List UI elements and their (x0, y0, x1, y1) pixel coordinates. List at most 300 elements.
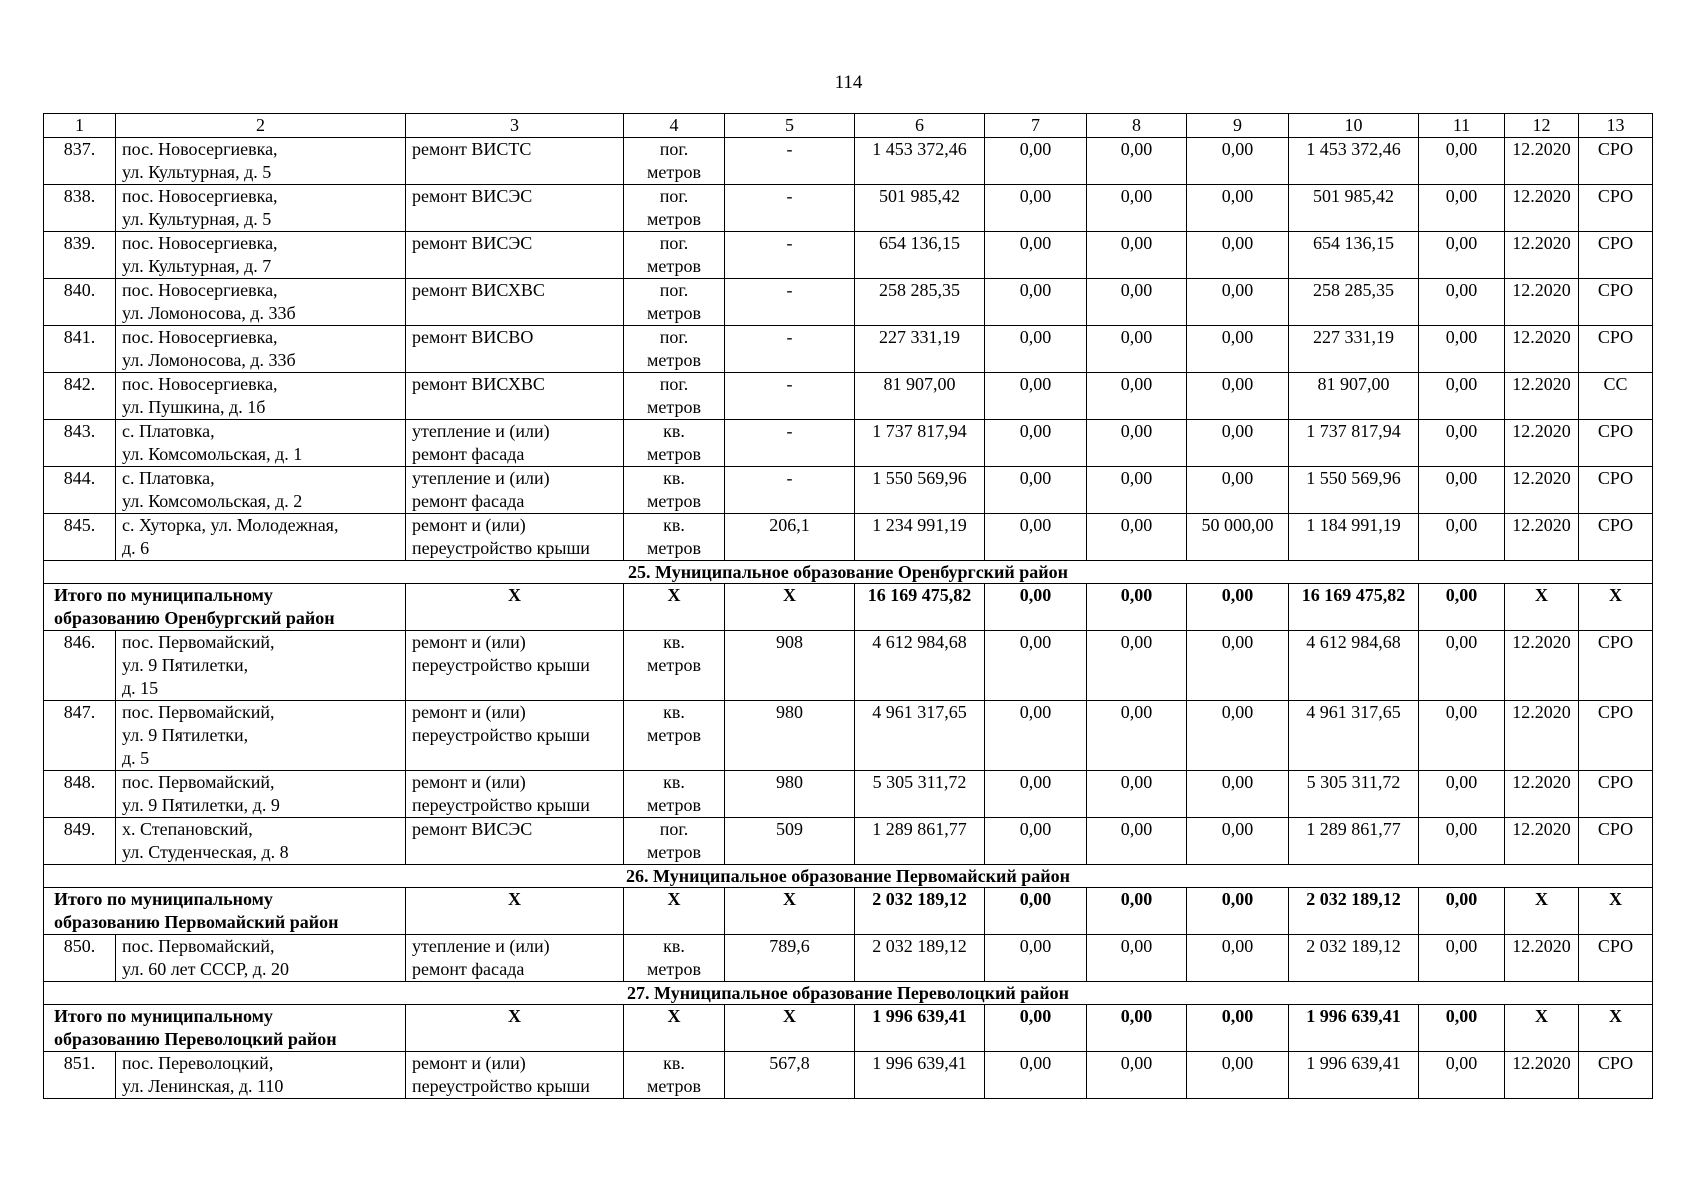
value-c10: 1 996 639,41 (1289, 1052, 1419, 1099)
total-label-line: Итого по муниципальному (54, 585, 273, 605)
funding-source-cell: СРО (1579, 185, 1653, 232)
total-label (44, 584, 406, 631)
total-c8: 0,00 (1087, 584, 1187, 631)
value-c11: 0,00 (1419, 467, 1505, 514)
funding-source-cell: СРО (1579, 1052, 1653, 1099)
value-c5: - (725, 467, 855, 514)
value-c9: 0,00 (1187, 771, 1289, 818)
value-c7: 0,00 (985, 138, 1087, 185)
address-cell (116, 420, 406, 467)
value-c5: 980 (725, 701, 855, 771)
address-line: х. Степановский, (122, 819, 253, 839)
value-c5: 509 (725, 818, 855, 865)
unit-cell (624, 701, 725, 771)
value-c10: 4 612 984,68 (1289, 631, 1419, 701)
address-cell (116, 935, 406, 982)
value-c6: 2 032 189,12 (855, 935, 985, 982)
total-label-line: образованию Переволоцкий район (54, 1029, 337, 1049)
total-row (44, 888, 1653, 935)
unit-line: кв. (663, 1053, 685, 1073)
total-c10: 16 169 475,82 (1289, 584, 1419, 631)
value-c8: 0,00 (1087, 701, 1187, 771)
value-c7: 0,00 (985, 771, 1087, 818)
table-row (44, 1052, 1653, 1099)
value-c6: 1 234 991,19 (855, 514, 985, 561)
address-line: пос. Новосергиевка, (122, 327, 278, 347)
value-c10: 1 737 817,94 (1289, 420, 1419, 467)
work-type-cell (406, 514, 624, 561)
unit-line: метров (647, 655, 701, 675)
value-c6: 5 305 311,72 (855, 771, 985, 818)
unit-line: метров (647, 491, 701, 511)
value-c11: 0,00 (1419, 514, 1505, 561)
unit-cell (624, 420, 725, 467)
value-c9: 0,00 (1187, 326, 1289, 373)
col-header: 6 (855, 114, 985, 138)
total-c8: 0,00 (1087, 888, 1187, 935)
row-number: 847. (44, 701, 116, 771)
value-c9: 0,00 (1187, 232, 1289, 279)
unit-line: кв. (663, 421, 685, 441)
total-c11: 0,00 (1419, 888, 1505, 935)
address-line: ул. Ломоносова, д. 33б (122, 303, 296, 323)
value-c8: 0,00 (1087, 326, 1187, 373)
value-c7: 0,00 (985, 701, 1087, 771)
table-row (44, 326, 1653, 373)
work-type-line: утепление и (или) (412, 936, 550, 956)
total-c9: 0,00 (1187, 888, 1289, 935)
value-c9: 0,00 (1187, 467, 1289, 514)
value-c5: - (725, 279, 855, 326)
value-c8: 0,00 (1087, 771, 1187, 818)
col-header: 1 (44, 114, 116, 138)
unit-cell (624, 818, 725, 865)
work-type-cell (406, 771, 624, 818)
address-line: ул. Комсомольская, д. 1 (122, 444, 303, 464)
total-c10: 1 996 639,41 (1289, 1005, 1419, 1052)
total-c6: 2 032 189,12 (855, 888, 985, 935)
address-cell (116, 514, 406, 561)
address-line: с. Платовка, (122, 421, 215, 441)
address-line: пос. Новосергиевка, (122, 280, 278, 300)
unit-line: метров (647, 795, 701, 815)
col-header: 10 (1289, 114, 1419, 138)
unit-cell (624, 771, 725, 818)
address-cell (116, 326, 406, 373)
value-c12: 12.2020 (1505, 326, 1579, 373)
table-row (44, 701, 1653, 771)
value-c12: 12.2020 (1505, 420, 1579, 467)
value-c12: 12.2020 (1505, 467, 1579, 514)
work-type-line: ремонт фасада (412, 959, 525, 979)
total-label-line: образованию Первомайский район (54, 912, 339, 932)
address-cell (116, 232, 406, 279)
unit-line: кв. (663, 772, 685, 792)
unit-line: пог. (659, 186, 689, 206)
value-c10: 1 184 991,19 (1289, 514, 1419, 561)
table-row (44, 279, 1653, 326)
work-type-cell (406, 185, 624, 232)
value-c12: 12.2020 (1505, 818, 1579, 865)
value-c9: 0,00 (1187, 420, 1289, 467)
table-row (44, 232, 1653, 279)
value-c5: 789,6 (725, 935, 855, 982)
value-c9: 0,00 (1187, 373, 1289, 420)
total-cell-12: Х (1505, 1005, 1579, 1052)
value-c9: 0,00 (1187, 631, 1289, 701)
table-row (44, 373, 1653, 420)
value-c5: 567,8 (725, 1052, 855, 1099)
work-type-cell (406, 701, 624, 771)
value-c10: 1 453 372,46 (1289, 138, 1419, 185)
value-c8: 0,00 (1087, 467, 1187, 514)
row-number: 837. (44, 138, 116, 185)
value-c9: 50 000,00 (1187, 514, 1289, 561)
total-cell-3: Х (406, 1005, 624, 1052)
value-c7: 0,00 (985, 514, 1087, 561)
value-c7: 0,00 (985, 185, 1087, 232)
total-c11: 0,00 (1419, 584, 1505, 631)
work-type-cell (406, 420, 624, 467)
address-line: ул. Пушкина, д. 1б (122, 397, 266, 417)
unit-line: метров (647, 397, 701, 417)
work-type-line: ремонт ВИСХВС (412, 280, 545, 300)
value-c12: 12.2020 (1505, 279, 1579, 326)
total-cell-3: Х (406, 584, 624, 631)
unit-line: кв. (663, 936, 685, 956)
address-line: ул. 60 лет СССР, д. 20 (122, 959, 289, 979)
value-c6: 654 136,15 (855, 232, 985, 279)
section-heading-row (44, 561, 1653, 584)
value-c10: 4 961 317,65 (1289, 701, 1419, 771)
col-header: 3 (406, 114, 624, 138)
unit-line: метров (647, 303, 701, 323)
address-line: пос. Новосергиевка, (122, 374, 278, 394)
total-cell-5: Х (725, 888, 855, 935)
address-cell (116, 373, 406, 420)
unit-cell (624, 279, 725, 326)
page-number: 114 (834, 72, 863, 93)
work-type-cell (406, 326, 624, 373)
work-type-line: утепление и (или) (412, 468, 550, 488)
value-c11: 0,00 (1419, 818, 1505, 865)
total-c7: 0,00 (985, 1005, 1087, 1052)
row-number: 838. (44, 185, 116, 232)
value-c6: 4 961 317,65 (855, 701, 985, 771)
work-type-line: ремонт и (или) (412, 1053, 526, 1073)
address-line: пос. Первомайский, (122, 772, 275, 792)
unit-cell (624, 185, 725, 232)
value-c8: 0,00 (1087, 138, 1187, 185)
value-c10: 1 289 861,77 (1289, 818, 1419, 865)
address-line: ул. Ленинская, д. 110 (122, 1076, 284, 1096)
work-type-cell (406, 138, 624, 185)
row-number: 849. (44, 818, 116, 865)
value-c6: 81 907,00 (855, 373, 985, 420)
unit-cell (624, 373, 725, 420)
total-label (44, 888, 406, 935)
value-c11: 0,00 (1419, 373, 1505, 420)
funding-source-cell: СРО (1579, 279, 1653, 326)
column-number-header (44, 114, 1653, 138)
table-row (44, 771, 1653, 818)
section-title: 26. Муниципальное образование Первомайский район (44, 865, 1653, 888)
address-line: ул. Культурная, д. 5 (122, 162, 272, 182)
address-cell (116, 771, 406, 818)
row-number: 851. (44, 1052, 116, 1099)
total-label-line: Итого по муниципальному (54, 889, 273, 909)
address-line: пос. Новосергиевка, (122, 186, 278, 206)
value-c10: 1 550 569,96 (1289, 467, 1419, 514)
row-number: 844. (44, 467, 116, 514)
work-type-line: ремонт и (или) (412, 632, 526, 652)
total-c6: 1 996 639,41 (855, 1005, 985, 1052)
unit-line: пог. (659, 819, 689, 839)
total-label (44, 1005, 406, 1052)
work-type-cell (406, 373, 624, 420)
total-cell-13: Х (1579, 584, 1653, 631)
unit-line: метров (647, 842, 701, 862)
section-heading-row (44, 865, 1653, 888)
value-c7: 0,00 (985, 1052, 1087, 1099)
total-cell-13: Х (1579, 888, 1653, 935)
funding-source-cell: СС (1579, 373, 1653, 420)
value-c7: 0,00 (985, 420, 1087, 467)
value-c11: 0,00 (1419, 420, 1505, 467)
funding-source-cell: СРО (1579, 467, 1653, 514)
work-type-line: ремонт фасада (412, 491, 525, 511)
col-header: 8 (1087, 114, 1187, 138)
value-c11: 0,00 (1419, 138, 1505, 185)
value-c9: 0,00 (1187, 1052, 1289, 1099)
value-c8: 0,00 (1087, 818, 1187, 865)
total-c10: 2 032 189,12 (1289, 888, 1419, 935)
unit-line: метров (647, 444, 701, 464)
value-c10: 227 331,19 (1289, 326, 1419, 373)
address-line: ул. Культурная, д. 7 (122, 256, 272, 276)
total-cell-5: Х (725, 1005, 855, 1052)
value-c12: 12.2020 (1505, 138, 1579, 185)
address-line: д. 6 (122, 538, 150, 558)
value-c9: 0,00 (1187, 818, 1289, 865)
value-c6: 1 289 861,77 (855, 818, 985, 865)
unit-line: кв. (663, 515, 685, 535)
address-cell (116, 631, 406, 701)
value-c7: 0,00 (985, 279, 1087, 326)
value-c7: 0,00 (985, 818, 1087, 865)
section-heading-row (44, 982, 1653, 1005)
value-c12: 12.2020 (1505, 631, 1579, 701)
address-line: д. 5 (122, 748, 150, 768)
col-header: 5 (725, 114, 855, 138)
total-cell-5: Х (725, 584, 855, 631)
funding-source-cell: СРО (1579, 138, 1653, 185)
table-row (44, 420, 1653, 467)
total-cell-4: Х (624, 1005, 725, 1052)
col-header: 11 (1419, 114, 1505, 138)
address-line: ул. Ломоносова, д. 33б (122, 350, 296, 370)
work-type-line: ремонт ВИСЭС (412, 233, 533, 253)
funding-source-cell: СРО (1579, 935, 1653, 982)
unit-cell (624, 631, 725, 701)
value-c8: 0,00 (1087, 420, 1187, 467)
work-type-line: переустройство крыши (412, 795, 590, 815)
address-line: пос. Новосергиевка, (122, 233, 278, 253)
unit-cell (624, 1052, 725, 1099)
total-cell-4: Х (624, 584, 725, 631)
col-header: 4 (624, 114, 725, 138)
total-c11: 0,00 (1419, 1005, 1505, 1052)
address-cell (116, 818, 406, 865)
unit-cell (624, 326, 725, 373)
value-c11: 0,00 (1419, 232, 1505, 279)
work-type-line: ремонт и (или) (412, 772, 526, 792)
row-number: 843. (44, 420, 116, 467)
value-c8: 0,00 (1087, 185, 1187, 232)
value-c9: 0,00 (1187, 935, 1289, 982)
value-c7: 0,00 (985, 467, 1087, 514)
value-c11: 0,00 (1419, 279, 1505, 326)
work-type-cell (406, 631, 624, 701)
table-row (44, 467, 1653, 514)
value-c8: 0,00 (1087, 232, 1187, 279)
work-type-cell (406, 467, 624, 514)
unit-line: метров (647, 256, 701, 276)
unit-line: кв. (663, 632, 685, 652)
unit-line: кв. (663, 702, 685, 722)
value-c10: 5 305 311,72 (1289, 771, 1419, 818)
work-type-cell (406, 1052, 624, 1099)
work-type-cell (406, 279, 624, 326)
value-c12: 12.2020 (1505, 701, 1579, 771)
value-c5: 206,1 (725, 514, 855, 561)
work-type-line: ремонт фасада (412, 444, 525, 464)
unit-line: пог. (659, 374, 689, 394)
total-c8: 0,00 (1087, 1005, 1187, 1052)
value-c6: 4 612 984,68 (855, 631, 985, 701)
value-c8: 0,00 (1087, 1052, 1187, 1099)
value-c6: 1 737 817,94 (855, 420, 985, 467)
address-line: пос. Переволоцкий, (122, 1053, 274, 1073)
value-c7: 0,00 (985, 631, 1087, 701)
value-c11: 0,00 (1419, 1052, 1505, 1099)
value-c10: 501 985,42 (1289, 185, 1419, 232)
value-c5: - (725, 138, 855, 185)
value-c12: 12.2020 (1505, 771, 1579, 818)
unit-line: метров (647, 538, 701, 558)
value-c6: 227 331,19 (855, 326, 985, 373)
work-type-line: переустройство крыши (412, 655, 590, 675)
address-cell (116, 467, 406, 514)
table-row (44, 935, 1653, 982)
row-number: 846. (44, 631, 116, 701)
unit-line: пог. (659, 327, 689, 347)
table-row (44, 818, 1653, 865)
value-c8: 0,00 (1087, 514, 1187, 561)
total-c9: 0,00 (1187, 584, 1289, 631)
value-c7: 0,00 (985, 232, 1087, 279)
funding-source-cell: СРО (1579, 818, 1653, 865)
unit-line: пог. (659, 139, 689, 159)
address-line: ул. Культурная, д. 5 (122, 209, 272, 229)
unit-cell (624, 138, 725, 185)
value-c12: 12.2020 (1505, 185, 1579, 232)
value-c6: 258 285,35 (855, 279, 985, 326)
value-c5: - (725, 185, 855, 232)
total-row (44, 584, 1653, 631)
table-row (44, 631, 1653, 701)
total-row (44, 1005, 1653, 1052)
value-c10: 81 907,00 (1289, 373, 1419, 420)
funding-source-cell: СРО (1579, 420, 1653, 467)
col-header: 2 (116, 114, 406, 138)
address-line: ул. Комсомольская, д. 2 (122, 491, 303, 511)
unit-line: метров (647, 725, 701, 745)
value-c5: 980 (725, 771, 855, 818)
unit-cell (624, 467, 725, 514)
value-c8: 0,00 (1087, 373, 1187, 420)
value-c12: 12.2020 (1505, 373, 1579, 420)
work-type-line: ремонт ВИСТС (412, 139, 532, 159)
value-c12: 12.2020 (1505, 1052, 1579, 1099)
value-c7: 0,00 (985, 373, 1087, 420)
work-type-line: переустройство крыши (412, 1076, 590, 1096)
col-header: 13 (1579, 114, 1653, 138)
unit-line: пог. (659, 233, 689, 253)
work-type-line: ремонт ВИСХВС (412, 374, 545, 394)
value-c5: - (725, 326, 855, 373)
repair-program-table (43, 113, 1653, 1099)
address-line: пос. Первомайский, (122, 632, 275, 652)
total-label-line: Итого по муниципальному (54, 1006, 273, 1026)
work-type-line: ремонт и (или) (412, 515, 526, 535)
value-c5: - (725, 420, 855, 467)
total-cell-12: Х (1505, 584, 1579, 631)
value-c11: 0,00 (1419, 771, 1505, 818)
address-line: пос. Новосергиевка, (122, 139, 278, 159)
col-header: 9 (1187, 114, 1289, 138)
unit-line: пог. (659, 280, 689, 300)
value-c8: 0,00 (1087, 279, 1187, 326)
value-c7: 0,00 (985, 326, 1087, 373)
work-type-line: утепление и (или) (412, 421, 550, 441)
unit-line: метров (647, 1076, 701, 1096)
address-line: ул. 9 Пятилетки, (122, 725, 249, 745)
funding-source-cell: СРО (1579, 631, 1653, 701)
value-c10: 2 032 189,12 (1289, 935, 1419, 982)
col-header: 12 (1505, 114, 1579, 138)
row-number: 841. (44, 326, 116, 373)
unit-cell (624, 935, 725, 982)
work-type-line: ремонт ВИСВО (412, 327, 534, 347)
total-cell-12: Х (1505, 888, 1579, 935)
address-line: пос. Первомайский, (122, 702, 275, 722)
total-cell-3: Х (406, 888, 624, 935)
unit-line: метров (647, 350, 701, 370)
total-c6: 16 169 475,82 (855, 584, 985, 631)
value-c12: 12.2020 (1505, 514, 1579, 561)
work-type-line: переустройство крыши (412, 538, 590, 558)
address-line: пос. Первомайский, (122, 936, 275, 956)
row-number: 839. (44, 232, 116, 279)
value-c11: 0,00 (1419, 935, 1505, 982)
value-c8: 0,00 (1087, 935, 1187, 982)
address-line: с. Хуторка, ул. Молодежная, (122, 515, 339, 535)
value-c9: 0,00 (1187, 185, 1289, 232)
col-header: 7 (985, 114, 1087, 138)
funding-source-cell: СРО (1579, 232, 1653, 279)
table-row (44, 185, 1653, 232)
